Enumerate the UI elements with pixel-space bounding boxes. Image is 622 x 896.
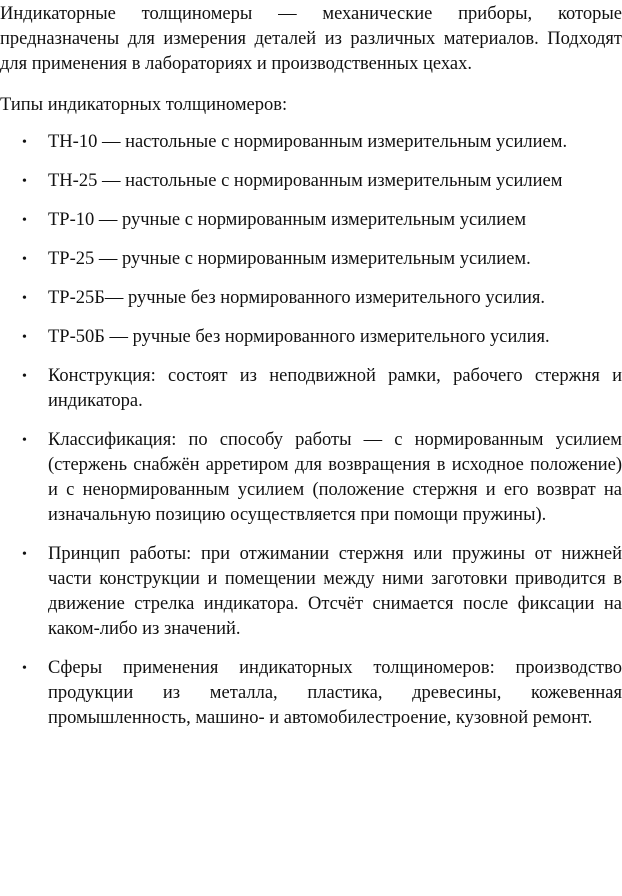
bullet-icon: •: [22, 213, 27, 228]
bullet-icon: •: [22, 135, 27, 150]
document-page: [0, 2, 622, 731]
list-item: [0, 428, 622, 528]
list-item: [0, 208, 622, 233]
list-item: [0, 542, 622, 642]
list-item-text: Конструкция: состоят из неподвижной рамки, рабочего стержня и индикатора.: [48, 366, 622, 411]
list-item-text: ТР-10 — ручные с нормированным измерительным усилием: [48, 210, 527, 230]
intro-paragraph: Индикаторные толщиномеры — механические приборы, которые предназначены для измерения деталей из различных материалов. Подходят для применения в лабораториях и производственных цехах.: [0, 4, 622, 74]
bullet-icon: •: [22, 291, 27, 306]
list-item-text: Принцип работы: при отжимании стержня или пружины от нижней части конструкции и помещении между ними заготовки приводится в движение стрелка индикатора. Отсчёт снимается после фиксации на каком-либо из значений.: [48, 544, 622, 639]
list-item: [0, 130, 622, 155]
list-item-text: ТР-25 — ручные с нормированным измерительным усилием.: [48, 249, 531, 269]
list-item-text: ТН-10 — настольные с нормированным измерительным усилием.: [48, 132, 568, 152]
list-item: [0, 169, 622, 194]
types-list: [0, 130, 622, 731]
bullet-icon: •: [22, 661, 27, 676]
list-item-text: Сферы применения индикаторных толщиномеров: производство продукции из металла, пластика, древесины, кожевенная промышленность, машино- и автомобилестроение, кузовной ремонт.: [48, 658, 622, 728]
list-item: [0, 286, 622, 311]
list-item-text: ТР-50Б — ручные без нормированного измерительного усилия.: [48, 327, 550, 347]
list-item-text: ТР-25Б— ручные без нормированного измерительного усилия.: [48, 288, 546, 308]
list-item-text: ТН-25 — настольные с нормированным измерительным усилием: [48, 171, 563, 191]
bullet-icon: •: [22, 433, 27, 448]
types-heading: Типы индикаторных толщиномеров:: [0, 95, 288, 115]
list-item-text: Классификация: по способу работы — с нормированным усилием (стержень снабжён арретиром для возвращения в исходное положение) и с ненормированным усилием (положение стержня и его возврат на изначальную позицию осуществляется при помощи пружины).: [48, 430, 622, 525]
bullet-icon: •: [22, 330, 27, 345]
bullet-icon: •: [22, 252, 27, 267]
list-item: [0, 247, 622, 272]
bullet-icon: •: [22, 547, 27, 562]
list-item: [0, 325, 622, 350]
list-item: [0, 656, 622, 731]
bullet-icon: •: [22, 369, 27, 384]
list-item: [0, 364, 622, 414]
bullet-icon: •: [22, 174, 27, 189]
